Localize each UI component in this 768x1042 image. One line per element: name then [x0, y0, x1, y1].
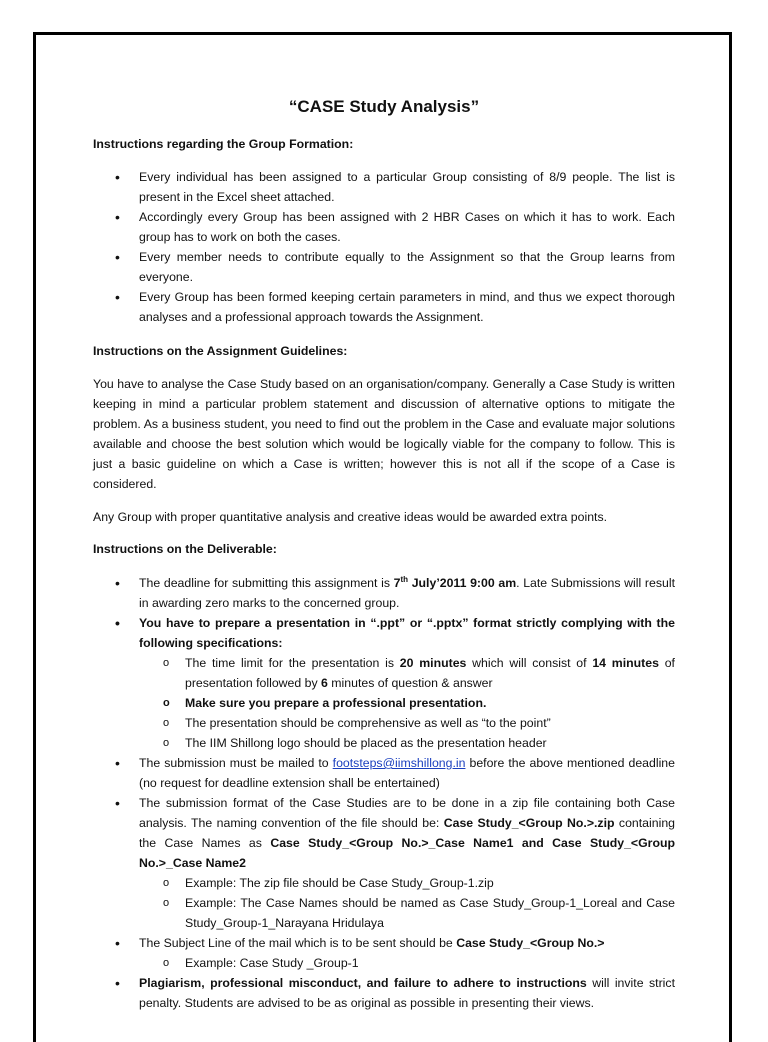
group-formation-heading: Instructions regarding the Group Formation: — [93, 137, 354, 151]
list-item: o The presentation should be comprehensive as well as “to the point” — [139, 713, 675, 733]
deliverable-heading: Instructions on the Deliverable: — [93, 542, 277, 556]
subject-example-list — [139, 953, 675, 973]
list-item: • Every member needs to contribute equally to the Assignment so that the Group learns from everyone. — [93, 247, 675, 287]
format-item: • The submission format of the Case Studies are to be done in a zip file containing both Case analysis. The naming convention of the file should be: Case Study_<Group No.>.zip containing the Case Names as Case Study_<Group No.>_Case Name1 and Case Study_<Group No.>_Case Name2 o Example: The zip file should be Case Study_Group-1.zip o Example: The Case Names should be named as Case Study_Group-1_Loreal and Case Study_Group-1_Narayana Hridulaya — [93, 793, 675, 933]
list-item: o The IIM Shillong logo should be placed as the presentation header — [139, 733, 675, 753]
list-item: • Every Group has been formed keeping certain parameters in mind, and thus we expect thorough analyses and a professional approach towards the Assignment. — [93, 287, 675, 327]
submission-item: • The submission must be mailed to footsteps@iimshillong.in before the above mentioned deadline (no request for deadline extension shall be entertained) — [93, 753, 675, 793]
page-title: “CASE Study Analysis” — [288, 97, 480, 116]
list-item: o Example: The Case Names should be named as Case Study_Group-1_Loreal and Case Study_Group-1_Narayana Hridulaya — [139, 893, 675, 933]
list-item: • Accordingly every Group has been assigned with 2 HBR Cases on which it has to work. Each group has to work on both the cases. — [93, 207, 675, 247]
presentation-item: • You have to prepare a presentation in “.ppt” or “.pptx” format strictly complying with the following specifications: o The time limit for the presentation is 20 minutes which will consist of 14 minutes of presentation followed by 6 minutes of question & answer o Make sure you prepare a professional presentation. o The presentation should be comprehensive as well as “to the point” o The IIM Shillong logo should be placed as the presentation header — [93, 613, 675, 753]
plagiarism-item: • Plagiarism, professional misconduct, and failure to adhere to instructions will invite strict penalty. Students are advised to be as original as possible in presenting their views. — [93, 973, 675, 1013]
deadline-item: • The deadline for submitting this assignment is 7th July’2011 9:00 am. Late Submissions will result in awarding zero marks to the concerned group. — [93, 573, 675, 613]
list-item: o Example: Case Study _Group-1 — [139, 953, 675, 973]
email-link[interactable]: footsteps@iimshillong.in — [332, 756, 466, 770]
list-item: o Example: The zip file should be Case Study_Group-1.zip — [139, 873, 675, 893]
list-item: • Every individual has been assigned to a particular Group consisting of 8/9 people. The list is present in the Excel sheet attached. — [93, 167, 675, 207]
list-item: o The time limit for the presentation is 20 minutes which will consist of 14 minutes of presentation followed by 6 minutes of question & answer — [139, 653, 675, 693]
list-item: o Make sure you prepare a professional presentation. — [139, 693, 675, 713]
group-formation-list — [93, 167, 675, 327]
presentation-spec-list — [139, 653, 675, 753]
format-example-list — [139, 873, 675, 933]
subject-item: • The Subject Line of the mail which is to be sent should be Case Study_<Group No.> o Example: Case Study _Group-1 — [93, 933, 675, 973]
deliverable-list — [93, 573, 675, 1013]
guidelines-paragraph: You have to analyse the Case Study based on an organisation/company. Generally a Case Study is written keeping in mind a particular problem statement and discussion of alternative options to mitigate the problem. As a business student, you need to find out the problem in the Case and evaluate major solutions available and choose the best solution which would be logically viable for the company to follow. This is just a basic guideline on which a Case is written; however this is not all if the scope of a Case is considered. — [93, 377, 675, 491]
extra-points-paragraph: Any Group with proper quantitative analysis and creative ideas would be awarded extra points. — [93, 510, 608, 524]
guidelines-heading: Instructions on the Assignment Guidelines: — [93, 344, 348, 358]
